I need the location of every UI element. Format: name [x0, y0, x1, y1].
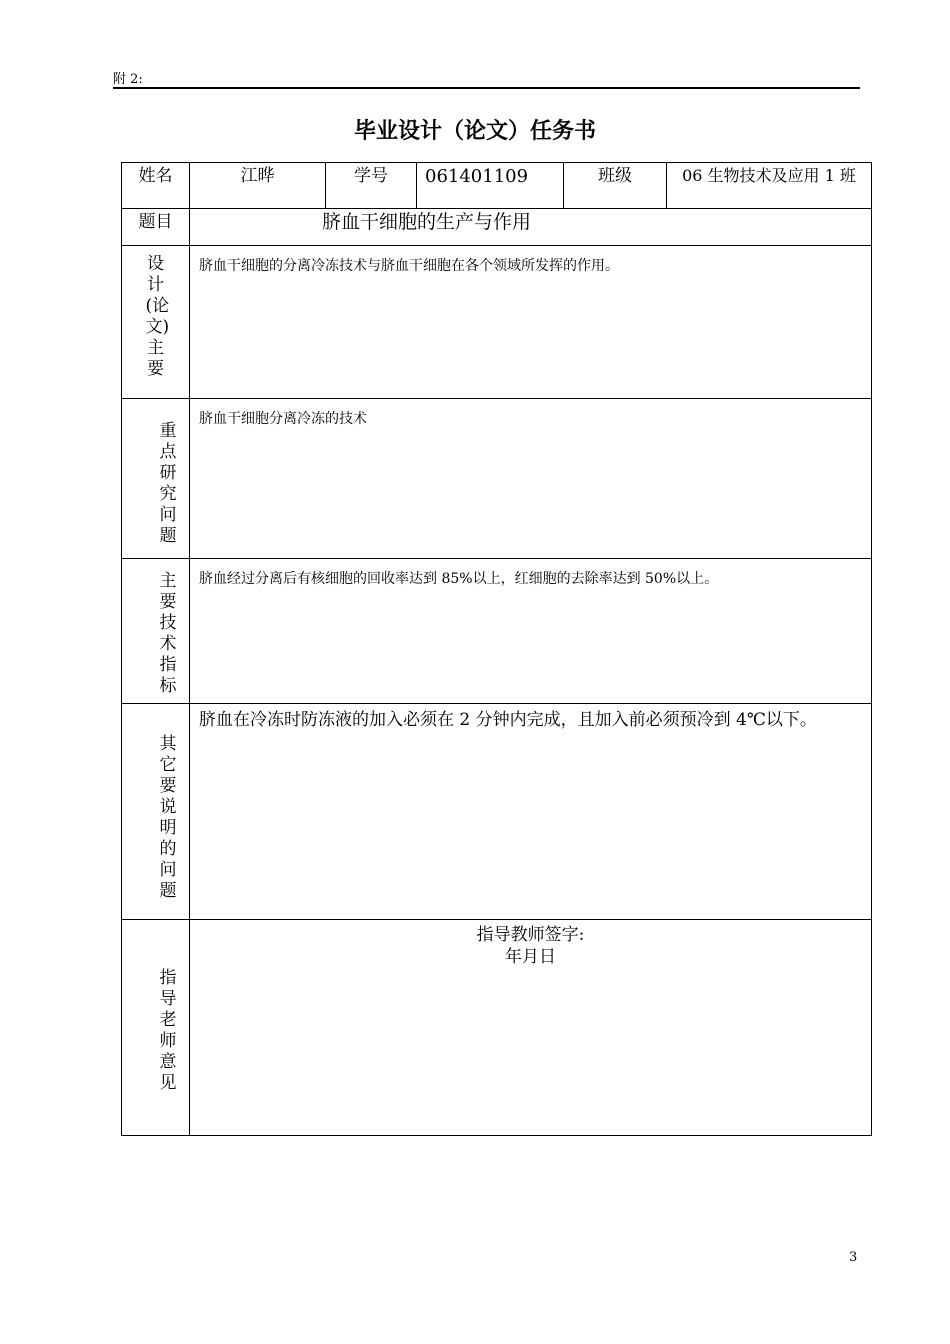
row-key-issues [122, 399, 872, 559]
name-value: 江晔 [190, 163, 326, 209]
key-issues-label: 重点研究问题 [159, 421, 177, 546]
main-content-text: 脐血干细胞的分离冷冻技术与脐血干细胞在各个领域所发挥的作用。 [190, 246, 872, 399]
row-main-content [122, 246, 872, 399]
main-content-label: 设计(论文)主要 [145, 254, 170, 379]
name-label: 姓名 [122, 163, 190, 209]
student-id-label: 学号 [326, 163, 417, 209]
advisor-signature-label: 指导教师签字: [476, 925, 585, 945]
tech-index-text: 脐血经过分离后有核细胞的回收率达到 85%以上，红细胞的去除率达到 50%以上。 [190, 559, 872, 704]
tech-index-label: 主要技术指标 [159, 571, 177, 696]
row-tech-index [122, 559, 872, 704]
page-number: 3 [849, 1250, 858, 1265]
key-issues-text: 脐血干细胞分离冷冻的技术 [190, 399, 872, 559]
advisor-opinion-cell [190, 920, 872, 1136]
class-value: 06 生物技术及应用 1 班 [667, 163, 872, 209]
row-other-notes [122, 704, 872, 920]
other-notes-text: 脐血在冷冻时防冻液的加入必须在 2 分钟内完成，且加入前必须预冷到 4℃以下。 [190, 704, 872, 920]
header-rule [113, 87, 860, 89]
topic-label: 题目 [122, 209, 190, 246]
row-basic-info [122, 163, 872, 209]
task-table [121, 162, 872, 1136]
topic-value: 脐血干细胞的生产与作用 [190, 209, 872, 246]
row-advisor-opinion [122, 920, 872, 1136]
document-title: 毕业设计（论文）任务书 [353, 119, 596, 144]
attachment-label: 附 2: [113, 72, 143, 87]
row-topic [122, 209, 872, 246]
student-id-value: 061401109 [417, 163, 564, 209]
class-label: 班级 [564, 163, 667, 209]
other-notes-label: 其它要说明的问题 [159, 734, 177, 901]
advisor-opinion-label: 指导老师意见 [159, 968, 177, 1093]
advisor-date-label: 年月日 [505, 947, 556, 967]
